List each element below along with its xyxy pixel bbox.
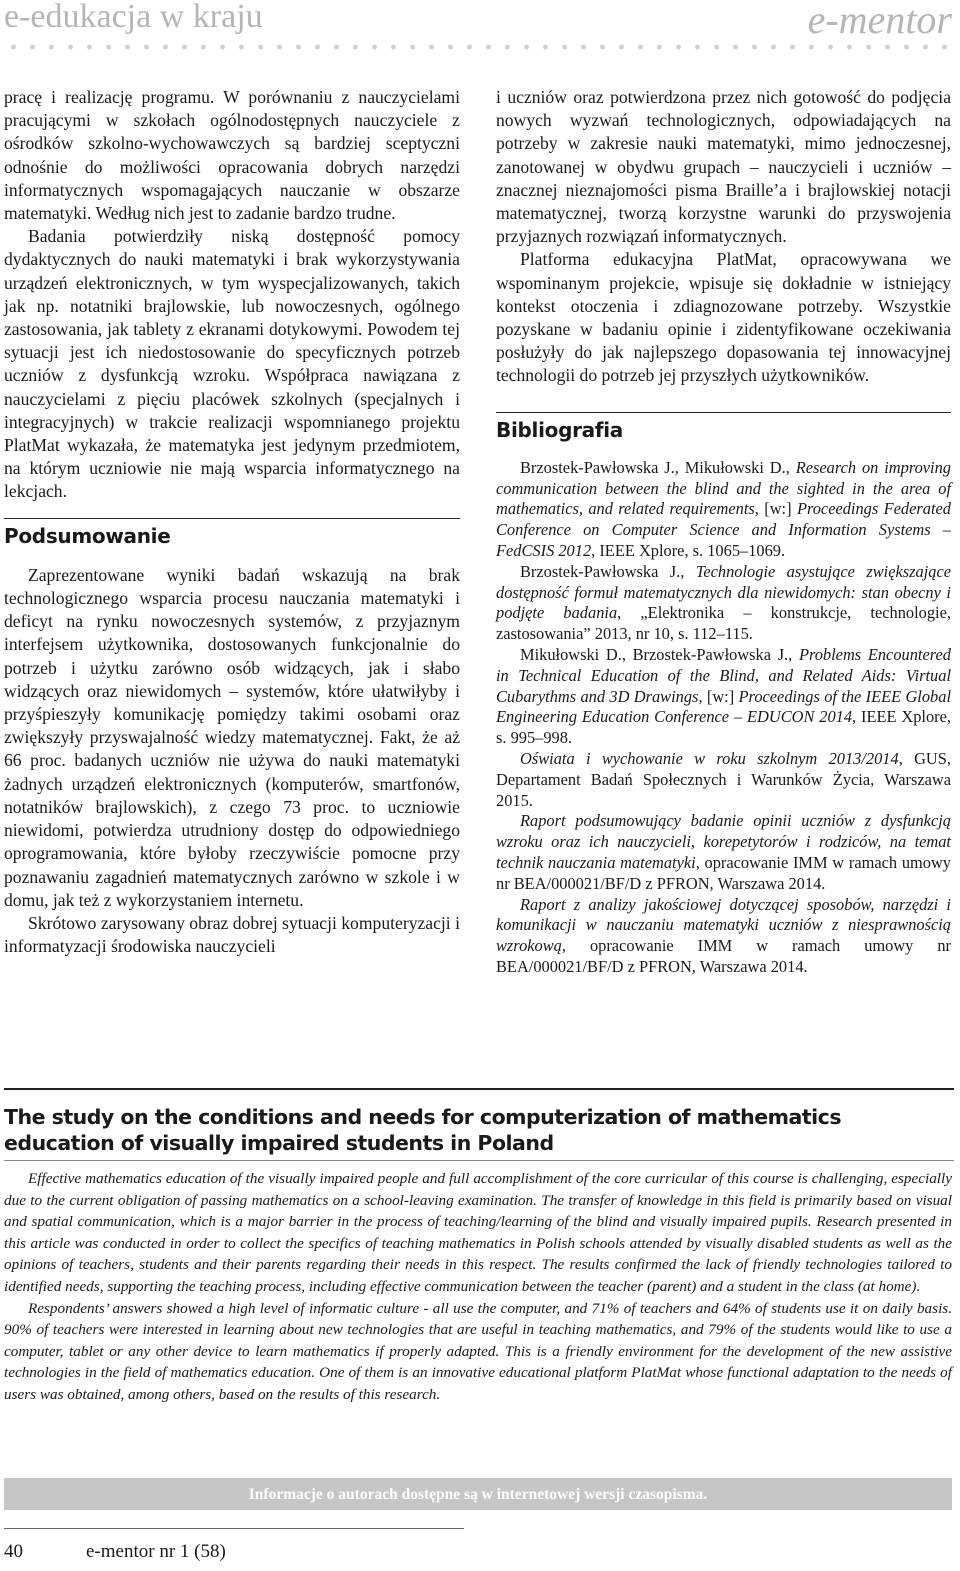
section-title: e-edukacja w kraju (4, 0, 263, 35)
bibliography-entry: Brzostek-Pawłowska J., Technologie asystujące zwiększające dostępność formuł matematycznych dla niewidomych: stan obecny i podjęte badania, „Elektronika – konstrukcje, technologie, zastosowania” 2013, nr 10, s. 112–115. (496, 561, 951, 644)
body-paragraph: Zaprezentowane wyniki badań wskazują na brak technologicznego wsparcia procesu nauczania matematyki i deficyt na rynku nowoczesnych systemów, z przyjaznym interfejsem użytkownika, dostosowanych funkcjonalnie do potrzeb i użytku zarówno osób widzących, jak i słabo widzących oraz niewidomych – systemów, które ułatwiłyby i przyśpieszyły komunikację pomiędzy takimi osobami oraz zwiększyły przyswajalność wiedzy matematycznej. Fakt, że aż 66 proc. badanych uczniów nie używa do nauki matematyki żadnych urządzeń elektronicznych (komputerów, smartfonów, notatników brajlowskich), z czego 73 proc. to uczniowie niewidomi, potwierdza utrudniony dostęp do odpowiedniego oprogramowania, które byłoby rzeczywiście pomocne przy poznawaniu zagadnień matematycznych zarówno w szkole i w domu, jak też z wykorzystaniem internetu. (4, 564, 460, 910)
right-column (496, 86, 951, 978)
body-paragraph: Skrótowo zarysowany obraz dobrej sytuacji komputeryzacji i informatyzacji środowiska nauczycieli (4, 912, 460, 957)
e-mentor-logo: e-mentor (807, 0, 952, 42)
bibliography-list (496, 458, 951, 978)
abstract-paragraph: Respondents’ answers showed a high level of informatic culture - all use the computer, and 71% of teachers and 64% of students use it on daily basis. 90% of teachers were interested in learning about new technologies that are useful in teaching mathematics, and 79% of the students would like to use a computer, tablet or any other device to learn mathematics if properly adapted. This is a friendly environment for the development of the new assistive technologies in the field of mathematics education. One of them is an innovative educational platform PlatMat whose functional adaptation to the needs of users was obtained, among others, based on the results of this research. (4, 1299, 952, 1403)
journal-issue: e-mentor nr 1 (58) (86, 1541, 226, 1562)
body-paragraph: Badania potwierdziły niską dostępność pomocy dydaktycznych do nauki matematyki i brak wykorzystywania urządzeń elektronicznych, w tym wyspecjalizowanych, takich jak np. notatniki brajlowskie, lub nowoczesnych, ogólnego zastosowania, jak tablety z ekranami dotykowymi. Powodem tej sytuacji jest ich niedostosowanie do specyficznych potrzeb uczniów z dysfunkcją wzroku. Współpraca nawiązana z nauczycielami z pięciu placówek szkolnych (specjalnych i integracyjnych) w trakcie realizacji wspomnianego projektu PlatMat wykazała, że matematyka jest jedynym przedmiotem, na którym uczniowie nie mają wsparcia informatycznego na lekcjach. (4, 226, 460, 502)
body-paragraph: Platforma edukacyjna PlatMat, opracowywana we wspominanym projekcie, wpisuje się dokładnie w istniejący kontekst otoczenia i zdiagnozowane potrzeby. Wszystkie pozyskane w badaniu opinie i zidentyfikowane oczekiwania posłużyły do jak najlepszego dopasowania tej innowacyjnej technologii do potrzeb jej przyszłych użytkowników. (496, 249, 951, 386)
english-abstract (4, 1168, 952, 1406)
bibliography-heading: Bibliografia (496, 412, 951, 442)
abstract-paragraph: Effective mathematics education of the visually impaired people and full accomplishment of the core curricular of this course is challenging, especially due to the current obligation of passing mathematics on a school-leaving examination. The transfer of knowledge in this field is primarily based on visual and spatial communication, which is a major barrier in the process of teaching/learning of the blind and visually impaired pupils. Research presented in this article was conducted in order to collect the specifics of teaching mathematics in Polish schools attended by visually disabled students as well as the opinions of teachers, students and their parents regarding their needs in this respect. The results confirmed the lack of friendly technologies tailored to identified needs, supporting the teaching process, including effective communication between the teacher (parent) and a student in the class (at home). (4, 1170, 952, 1295)
bibliography-entry: Brzostek-Pawłowska J., Mikułowski D., Research on improving communication between the blind and the sighted in the area of mathematics, and related requirements, [w:] Proceedings Federated Conference on Computer Science and Information Systems – FedCSIS 2012, IEEE Xplore, s. 1065–1069. (496, 457, 951, 561)
abstract-divider (4, 1160, 954, 1161)
bibliography-entry: Mikułowski D., Brzostek-Pawłowska J., Problems Encountered in Technical Education of the Blind, and Related Aids: Virtual Cubarythms and 3D Drawings, [w:] Proceedings of the IEEE Global Engineering Education Conference – EDUCON 2014, IEEE Xplore, s. 995–998. (496, 645, 951, 748)
body-paragraph: pracę i realizację programu. W porównaniu z nauczycielami pracującymi w szkołach ogólnodostępnych nauczyciele z ośrodków szkolno-wychowawczych są bardziej sceptyczni odnośnie do możliwości opracowania dobrych narzędzi informatycznych wspomagających nauczanie w obszarze matematyki. Według nich jest to zadanie bardzo trudne. (4, 87, 460, 224)
abstract-title: The study on the conditions and needs for computerization of mathematics education of visually impaired students in Poland (4, 1088, 954, 1156)
author-info-bar: Informacje o autorach dostępne są w internetowej wersji czasopisma. (4, 1478, 952, 1510)
bibliography-entry: Oświata i wychowanie w roku szkolnym 2013/2014, GUS, Departament Badań Społecznych i Warunków Życia, Warszawa 2015. (496, 749, 951, 810)
left-column (4, 86, 460, 958)
page-header (0, 0, 960, 52)
page-number: 40 (4, 1541, 23, 1562)
dotted-divider (4, 44, 954, 50)
footer-divider (4, 1528, 464, 1529)
bibliography-entry: Raport z analizy jakościowej dotyczącej sposobów, narzędzi i komunikacji w nauczaniu matematyki uczniów z niesprawnością wzrokową, opracowanie IMM w ramach umowy nr BEA/000021/BF/D z PFRON, Warszawa 2014. (496, 894, 951, 976)
body-paragraph: i uczniów oraz potwierdzona przez nich gotowość do podjęcia nowych wyzwań technologicznych, odpowiadających na potrzeby w zakresie nauki matematyki, mimo jednoczesnej, zanotowanej w obydwu grupach – nauczycieli i uczniów – znacznej nieznajomości pisma Braille’a i brajlowskiej notacji matematycznej, tworzą korzystne warunki do przyswojenia przyjaznych rozwiązań informatycznych. (496, 87, 951, 247)
bibliography-entry: Raport podsumowujący badanie opinii uczniów z dysfunkcją wzroku oraz ich nauczycieli, korepetytorów i rodziców, na temat technik nauczania matematyki, opracowanie IMM w ramach umowy nr BEA/000021/BF/D z PFRON, Warszawa 2014. (496, 811, 951, 893)
summary-heading: Podsumowanie (4, 518, 460, 548)
